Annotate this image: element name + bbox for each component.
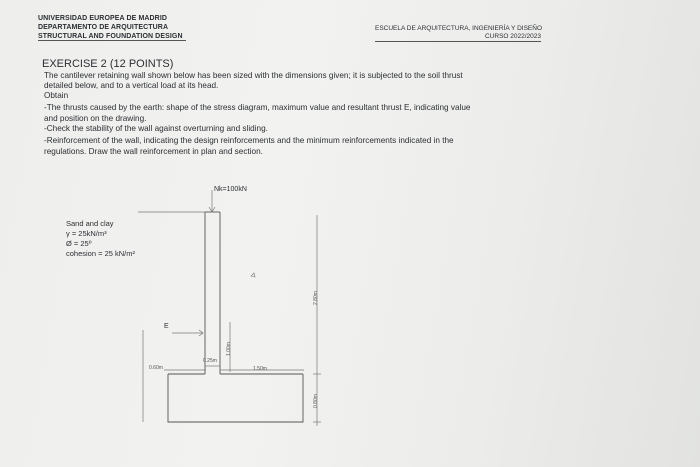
school-name: ESCUELA DE ARQUITECTURA, INGENIERÍA Y DISEÑO	[375, 25, 542, 32]
course-name: STRUCTURAL AND FOUNDATION DESIGN	[38, 33, 183, 40]
pencil-mark	[251, 273, 255, 277]
soil-properties	[66, 219, 135, 259]
exercise-line: The cantilever retaining wall shown below has been sized with the dimensions given; it is subjected to the soil thrust	[44, 71, 463, 80]
soil-phi: Ø = 25º	[66, 239, 92, 248]
load-label: Nk=100kN	[214, 186, 247, 193]
soil-cohesion: cohesion = 25 kN/m²	[66, 249, 135, 258]
exercise-line: -Check the stability of the wall against overturning and sliding.	[44, 124, 268, 133]
course-year: CURSO 2022/2023	[484, 33, 541, 40]
exercise-line: Obtain	[44, 91, 69, 100]
exercise-line: -Reinforcement of the wall, indicating the design reinforcements and the minimum reinforcements indicated in the	[44, 136, 454, 145]
toe-width-label: 0.60m	[149, 365, 163, 371]
exercise-line: and position on the drawing.	[44, 114, 147, 123]
thrust-label: E	[164, 323, 169, 330]
wall-height-label: 2.80m	[313, 291, 319, 305]
department-name: DEPARTAMENTO DE ARQUITECTURA	[38, 24, 169, 31]
university-name: UNIVERSIDAD EUROPEA DE MADRID	[38, 15, 168, 22]
footing-outline	[168, 374, 303, 422]
soil-gamma: γ = 25kN/m³	[66, 229, 107, 238]
stem-height-label: 1.00m	[226, 342, 232, 356]
exercise-line: detailed below, and to a vertical load at its head.	[44, 81, 219, 90]
stem-width-label: 0.25m	[203, 358, 217, 364]
heel-width-label: 1.50m	[253, 366, 267, 372]
soil-name: Sand and clay	[66, 219, 114, 228]
exercise-title: EXERCISE 2 (12 POINTS)	[42, 58, 174, 70]
wall-outline	[168, 212, 303, 422]
exercise-line: regulations. Draw the wall reinforcement in plan and section.	[44, 147, 263, 156]
footing-depth-label: 0.80m	[313, 394, 319, 408]
dimension-lines	[138, 190, 321, 426]
exercise-line: -The thrusts caused by the earth: shape of the stress diagram, maximum value and resultant thrust E, indicating value	[44, 103, 471, 112]
